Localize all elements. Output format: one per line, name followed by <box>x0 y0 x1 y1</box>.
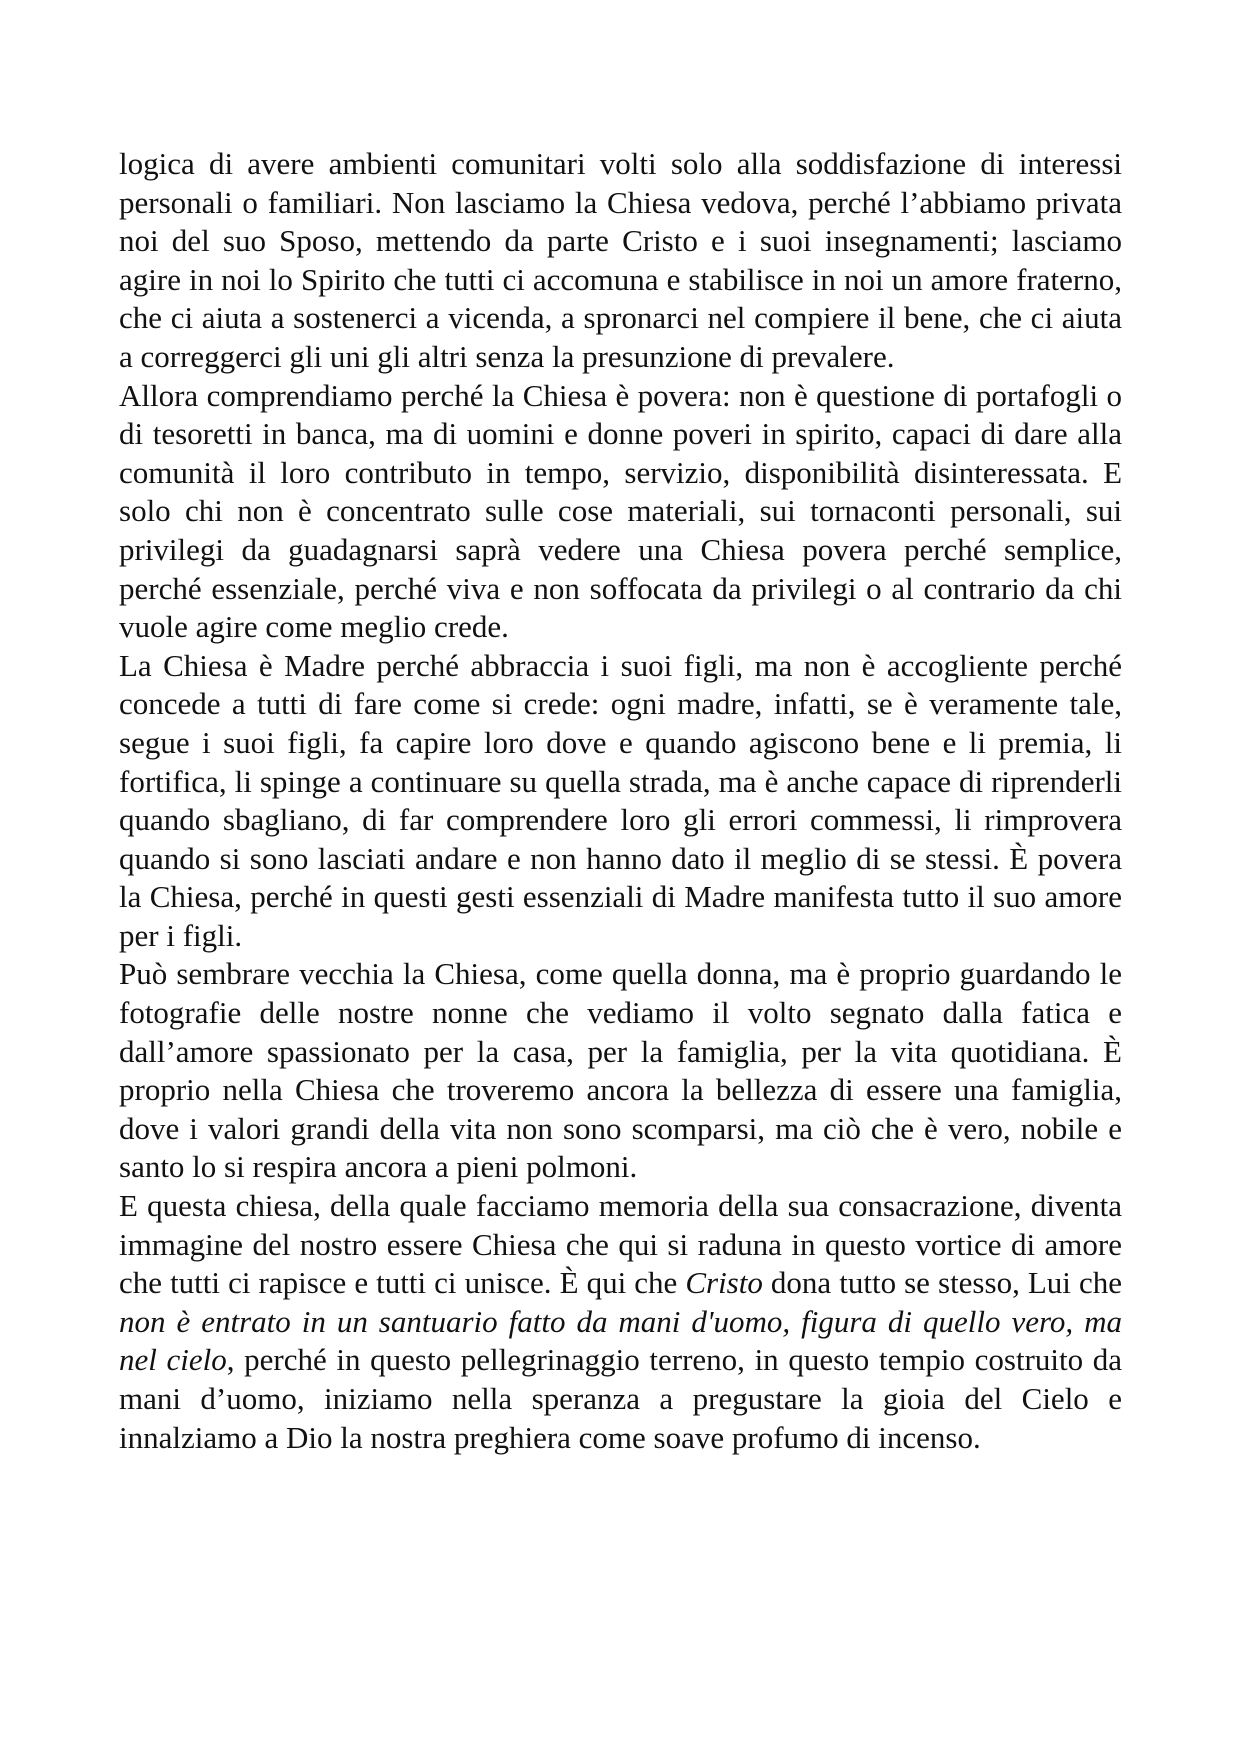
text-segment: E questa chiesa, della quale facciamo memoria della sua consacrazione, diventa immagine del nostro essere Chiesa che qui si raduna in questo vortice di amore che tutti ci rapisce e tutti ci unisce. È qui che <box>119 1188 1122 1301</box>
text-segment: Allora comprendiamo perché la Chiesa è povera: non è questione di portafogli o di tesoretti in banca, ma di uomini e donne poveri in spirito, capaci di dare alla comunità il loro contributo in tempo, servizio, disponibilità disinteressata. E solo chi non è concentrato sulle cose materiali, sui tornaconti personali, sui privilegi da guadagnarsi saprà vedere una Chiesa povera perché semplice, perché essenziale, perché viva e non soffocata da privilegi o al contrario da chi vuole agire come meglio crede. <box>119 377 1122 645</box>
paragraph-1 <box>119 145 1122 377</box>
paragraph-5 <box>119 1187 1122 1457</box>
text-segment: , perché in questo pellegrinaggio terreno, in questo tempio costruito da mani d’uomo, iniziamo nella speranza a pregustare la gioia del Cielo e innalziamo a Dio la nostra preghiera come soave profumo di incenso. <box>119 1342 1122 1455</box>
text-segment-italic: non è entrato in un santuario fatto da mani d'uomo, figura di quello vero, ma nel cielo <box>119 1303 1122 1378</box>
text-segment: dona tutto se stesso, Lui che <box>762 1265 1122 1301</box>
text-segment: La Chiesa è Madre perché abbraccia i suoi figli, ma non è accogliente perché concede a tutti di fare come si crede: ogni madre, infatti, se è veramente tale, segue i suoi figli, fa capire loro dove e quando agiscono bene e li premia, li fortifica, li spinge a continuare su quella strada, ma è anche capace di riprenderli quando sbagliano, di far comprendere loro gli errori commessi, li rimprovera quando si sono lasciati andare e non hanno dato il meglio di se stessi. È povera la Chiesa, perché in questi gesti essenziali di Madre manifesta tutto il suo amore per i figli. <box>119 647 1122 953</box>
paragraph-4 <box>119 955 1122 1187</box>
document-page <box>119 145 1122 1457</box>
text-segment: Può sembrare vecchia la Chiesa, come quella donna, ma è proprio guardando le fotografie delle nostre nonne che vediamo il volto segnato dalla fatica e dall’amore spassionato per la casa, per la famiglia, per la vita quotidiana. È proprio nella Chiesa che troveremo ancora la bellezza di essere una famiglia, dove i valori grandi della vita non sono scomparsi, ma ciò che è vero, nobile e santo lo si respira ancora a pieni polmoni. <box>119 956 1122 1185</box>
text-segment-italic: Cristo <box>685 1265 763 1301</box>
paragraph-3 <box>119 647 1122 956</box>
text-segment: logica di avere ambienti comunitari volti solo alla soddisfazione di interessi personali o familiari. Non lasciamo la Chiesa vedova, perché l’abbiamo privata noi del suo Sposo, mettendo da parte Cristo e i suoi insegnamenti; lasciamo agire in noi lo Spirito che tutti ci accomuna e stabilisce in noi un amore fraterno, che ci aiuta a sostenerci a vicenda, a spronarci nel compiere il bene, che ci aiuta a correggerci gli uni gli altri senza la presunzione di prevalere. <box>119 146 1122 374</box>
paragraph-2 <box>119 377 1122 647</box>
